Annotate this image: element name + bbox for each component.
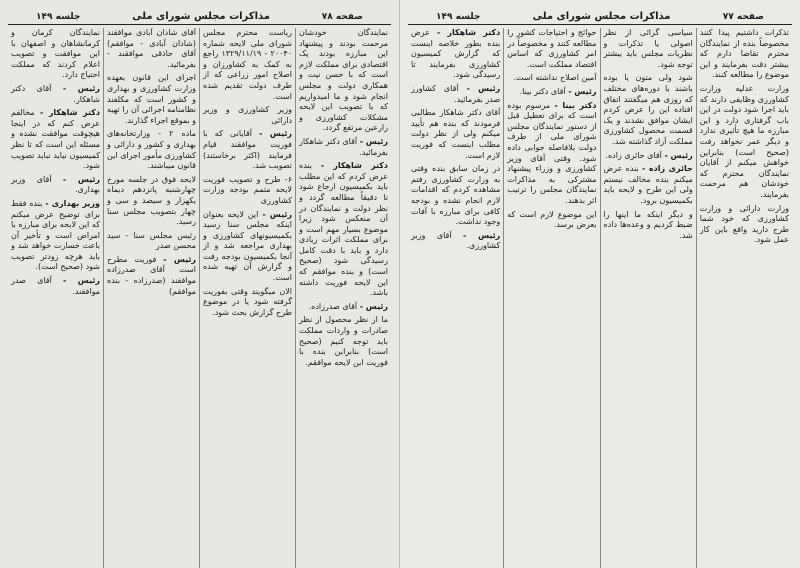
paragraph xyxy=(11,28,100,81)
paragraph-text: بنده عرض میکنم بنده مخالف نیستم ولی این طرح و لایحه باید بکمیسیون برود. xyxy=(603,164,693,205)
paragraph xyxy=(411,164,500,228)
text-column xyxy=(295,28,391,568)
speaker-name: دکتر شاهکار - xyxy=(436,28,501,37)
text-column xyxy=(600,28,696,568)
publication-title: مذاکرات مجلس شورای ملی xyxy=(532,11,671,22)
paragraph xyxy=(203,287,292,319)
paragraph-text: وزارت عدلیه وزارت کشاورزی وظایفی دارند که باید اجرا شود دولت در این باب گرفتاری دارد و این مبارزه ما هیچ تأثیری ندارد و دیگر عمر نخواهد رفت (صحیح است) بنابراین خواهش میکنم از آقایان نمایندگان محترم که خودشان هم مرحمت بفرمایند. xyxy=(699,83,789,199)
paragraph xyxy=(507,87,596,98)
speaker-name: حائری زاده - xyxy=(642,164,693,174)
paragraph xyxy=(107,28,196,70)
speaker-name: رئیس - xyxy=(359,136,389,146)
paragraph-text: آمین اصلاح نداشته است. xyxy=(513,73,597,83)
paragraph xyxy=(11,108,100,172)
paragraph-text: آقای کشاورز صدر بفرمائید. xyxy=(411,83,501,104)
paragraph xyxy=(299,137,388,158)
paragraph xyxy=(11,199,100,273)
speaker-name: رئیس - xyxy=(259,129,292,139)
paragraph-text: عرض بنده بطور خلاصه اینست که گزارش کمیسیون کشاورزی بفرمایند تا رسیدگی شود. xyxy=(411,28,501,80)
speaker-name: دکتر بینا - xyxy=(554,100,597,110)
paragraph-text: مخالفم عرض کنم که در اینجا هیچوقت موافقت نشده و مسئله این است که تا نظر کمیسیون نیاید نباید تصویب شود. xyxy=(11,108,100,171)
paragraph-text: شود ولی متون یا بوده باشند با دوره‌های مختلف که روزی هم میگفتند اتفاق افتاده این را عرض کردم ایشان موافق نشدند و یک قسمت محصول کشاورزی مملکت آزاد گذاشته شد. xyxy=(603,73,693,146)
paragraph-text: آقای صدر موافقند. xyxy=(11,276,100,296)
speaker-name: رئیس - xyxy=(664,150,693,160)
paragraph xyxy=(299,161,388,299)
paragraph-text: آقای دکتر بینا. xyxy=(519,86,566,96)
paragraph xyxy=(107,231,196,252)
session-number: جلسه ۱۴۹ xyxy=(36,12,81,22)
paragraph-text: در زمان سابق بنده وقتی به وزارت کشاورزی رفتم مشاهده کردم که اقدامات لازم انجام نشده و بودجه کافی برای مبارزه با آفات وجود نداشت. xyxy=(411,164,501,227)
paragraph-text: تذکرات داشتیم پیدا کنند مخصوصاً بنده از نمایندگان محترم تقاضا دارم که بیشتر دقت بفرمایند و این موضوع را مطالعه کنند. xyxy=(699,28,789,80)
paragraph xyxy=(604,73,693,147)
paragraph-text: بنده عرض کردم که این مطلب باید بکمیسیون ارجاع شود تا دقیقاً مطالعه گردد و نظر دولت و نمایندگان در آن منعکس شود زیرا موضوع بسیار مهم است و برای مملکت اثرات زیادی دارد و باید با دقت کامل رسیدگی شود (صحیح است) و بنده موافقم که این لایحه فوریت داشته باشد. xyxy=(299,161,388,298)
paragraph-text: این لایحه بعنوان اینکه مجلس سنا رسید بکمیسیونهای کشاورزی و بهداری مراجعه شد و از آنجا بکمیسیون بودجه رفت و گزارش آن تهیه شده است. xyxy=(203,209,292,283)
paragraph-text: وزارت دارائی و وزارت کشاورزی که خود شما طرح دارید واقع باین کار عمل شود. xyxy=(699,203,789,245)
paragraph-text: نمایندگان خودشان مرحمت بودند و پیشنهاد این مبارزه بودند یک اقتصادی برای مملکت لازم است که با حسن نیت و همکاری دولت و مجلس انجام شود و ما امیدواریم که با تصویب این لایحه مشکلات کشاورزی و زارعین مرتفع گردد. xyxy=(299,28,388,133)
speaker-name: رئیس - xyxy=(63,276,100,286)
text-columns xyxy=(8,28,391,568)
paragraph-text: فوریت مطرح است آقای صدرزاده موافقند (صدرزاده - بنده موافقم) xyxy=(107,254,196,296)
text-column xyxy=(199,28,295,568)
paragraph-text: اجرای این قانون بعهده وزارت کشاورزی و بهداری و کشور است که مکلفند نظامنامه اجرائی آن را تهیه و بموقع اجراء گذارند. xyxy=(107,73,196,125)
speaker-name: وزیر بهداری - xyxy=(45,198,100,208)
paragraph xyxy=(203,210,292,284)
text-column xyxy=(503,28,599,568)
paragraph-text: حوائج و احتیاجات کشور را مطالعه کنند و مخصوصاً در امر کشاورزی که اساس اقتصاد مملکت است. xyxy=(507,28,597,69)
page-header xyxy=(8,8,391,25)
speaker-name: رئیس - xyxy=(262,209,292,219)
paragraph-text: آقای دکتر شاهکار. xyxy=(11,83,100,104)
paragraph xyxy=(604,151,693,162)
text-column xyxy=(103,28,199,568)
paragraph-text: این موضوع لازم است که بعرض برسد. xyxy=(507,209,597,230)
right-page xyxy=(400,0,800,568)
paragraph xyxy=(700,28,789,81)
paragraph xyxy=(107,255,196,297)
page-number: صفحه ۷۸ xyxy=(321,12,363,22)
speaker-name: دکتر شاهکار - xyxy=(39,108,101,118)
paragraph-text: رئیس مجلس سنا - سید محسن صدر xyxy=(107,230,196,251)
paragraph xyxy=(203,105,292,126)
paragraph xyxy=(299,28,388,134)
paragraph xyxy=(107,73,196,126)
speaker-name: دکتر شاهکار - xyxy=(320,161,388,171)
paragraph-text: ریاست محترم مجلس شورای ملی لایحه شماره ۲۰۰۴۰ - ۱۳۲۹/۱۱/۱۹ راجع به کمک به کشاورزان و اصلاح امور زراعی که از طرف دولت تقدیم شده است. xyxy=(203,28,292,101)
paragraph-text: آقای وزیر بهداری. xyxy=(11,174,100,195)
paragraph-text: وزیر کشاورزی و وزیر دارائی xyxy=(203,105,292,125)
paragraph xyxy=(203,175,292,207)
speaker-name: رئیس - xyxy=(463,230,501,240)
paragraph xyxy=(507,210,596,231)
paragraph-text: بنده فقط برای توضیح عرض میکنم که این لایحه برای مبارزه با امراض است و تأخیر آن باعث خسارت خواهد شد و باید هرچه زودتر تصویب شود (صحیح است). xyxy=(11,198,100,272)
paragraph xyxy=(299,315,388,368)
paragraph-text: مرسوم بوده است که برای تعطیل قبل از دستور نمایندگان مجلس شورای ملی از طرف دولت بلافاصله جوابی داده شود. وقتی آقای وزیر کشاورزی و وزراء پیشنهاد مشترکی به مذاکرات نمایندگان مجلس را ترتیب اثر بدهند. xyxy=(507,100,597,205)
paragraph-text: آقای دکتر شاهکار مطالبی فرمودند که بنده هم تأیید میکنم ولی از نظر دولت مطلب اینست که فوریت لازم است. xyxy=(411,108,501,160)
paragraph-text: لایحه فوق در جلسه مورخ چهارشنبه پانزدهم دیماه یکهزار و سیصد و سی و چهار بتصویب مجلس سنا رسید. xyxy=(107,174,196,227)
speaker-name: رئیس - xyxy=(568,86,597,96)
paragraph xyxy=(107,175,196,228)
paragraph xyxy=(507,73,596,84)
paragraph-text: ماده ۲ - وزارتخانه‌های بهداری و کشور و دارائی و کشاورزی مأمور اجرای این قانون میباشند. xyxy=(107,129,196,171)
speaker-name: رئیس - xyxy=(359,301,388,311)
paragraph-text: آقای وزیر کشاورزی. xyxy=(411,230,501,251)
paragraph-text: آقای شادان آبادی موافقند (شادان آبادی - موافقم) آقای حاذقی موافقند - بفرمائید. xyxy=(107,28,196,69)
page-number: صفحه ۷۷ xyxy=(722,12,764,22)
paragraph xyxy=(604,164,693,206)
paragraph xyxy=(604,28,693,70)
publication-title: مذاکرات مجلس شورای ملی xyxy=(132,11,270,22)
paragraph-text: آقای حائری زاده. xyxy=(605,150,662,160)
paragraph-text: سیاسی گرائی از نظر اصولی یا تذکرات و نظریات مجلس باید بیشتر توجه شود. xyxy=(603,28,693,69)
paragraph xyxy=(411,84,500,105)
paragraph-text: ۶- طرح و تصویب فوریت لایحه متمم بودجه وزارت کشاورزی xyxy=(203,174,292,205)
text-column xyxy=(8,28,103,568)
paragraph-text: آقای صدرزاده. xyxy=(308,301,358,311)
paragraph-text: ما از نظر محصول از نظر صادرات و واردات مملکت باید توجه کنیم (صحیح است) بنابراین بنده با فوریت این لایحه موافقم. xyxy=(299,315,388,367)
paragraph-text: آقایانی که با فوریت موافقند قیام فرمایند (اکثر برخاستند) تصویب شد. xyxy=(203,129,292,171)
speaker-name: رئیس - xyxy=(62,174,101,184)
speaker-name: رئیس - xyxy=(62,83,100,93)
paragraph xyxy=(203,28,292,102)
paragraph-text: آقای دکتر شاهکار بفرمائید. xyxy=(299,136,388,157)
paragraph xyxy=(11,175,100,196)
paragraph xyxy=(411,108,500,161)
speaker-name: رئیس - xyxy=(163,254,197,264)
paragraph xyxy=(507,28,596,70)
page-header xyxy=(408,8,792,25)
session-number: جلسه ۱۴۹ xyxy=(436,12,481,22)
text-column xyxy=(408,28,503,568)
paragraph-text: و دیگر اینکه ما اینها را ضبط کردیم و وعده‌ها داده شد. xyxy=(603,209,693,240)
paragraph xyxy=(107,129,196,171)
paragraph xyxy=(700,204,789,246)
paragraph xyxy=(411,28,500,81)
paragraph xyxy=(604,210,693,242)
paragraph-text: الان میگویند وقتی بفوریت گرفته شود یا در موضوع طرح گزارش بحث شود. xyxy=(203,286,292,317)
paragraph xyxy=(700,84,789,201)
paragraph xyxy=(507,101,596,207)
paragraph xyxy=(411,231,500,252)
paragraph xyxy=(299,302,388,313)
paragraph-text: نمایندگان کرمان و کرمانشاهان و اصفهان با این موافقت و تصویب اعلام کردند که مملکت احتیاج دارد. xyxy=(11,28,100,80)
paragraph xyxy=(11,276,100,297)
speaker-name: رئیس - xyxy=(466,83,501,93)
paragraph xyxy=(11,84,100,105)
text-columns xyxy=(408,28,792,568)
text-column xyxy=(696,28,792,568)
paragraph xyxy=(203,129,292,171)
